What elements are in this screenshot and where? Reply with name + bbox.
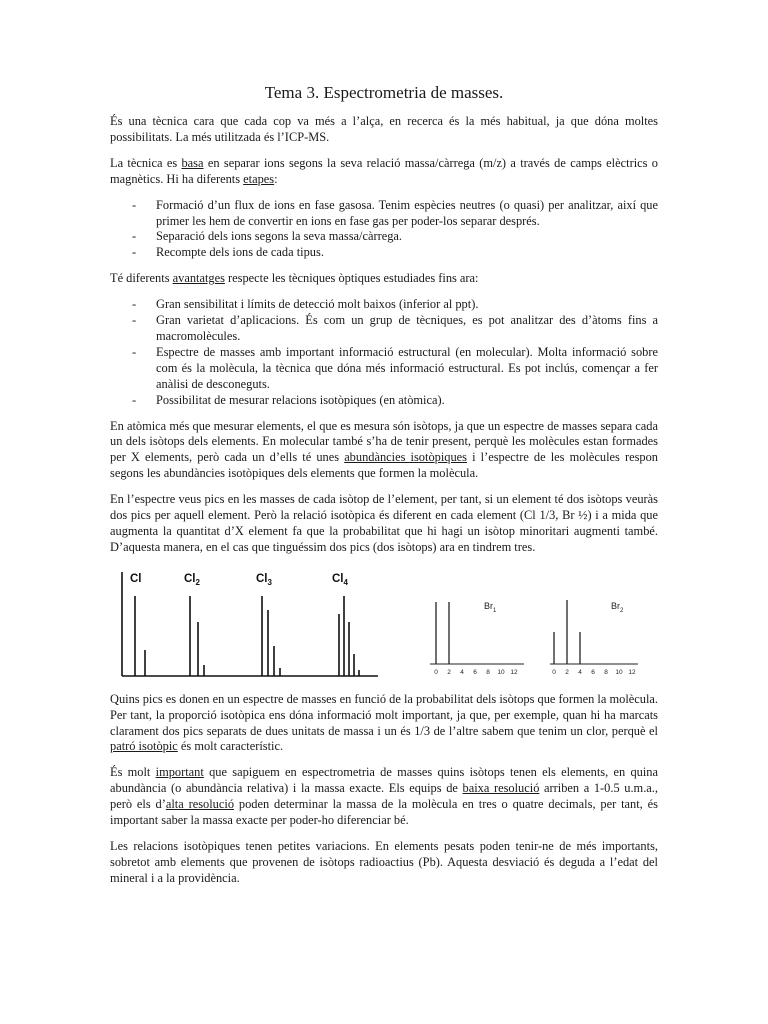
text-run: En atòmica més que mesurar elements, el que es mesura són isòtops, ja que un espectre de masses separa cada un dels isòtops dels elements. En molecular també s’ha de tenir present, perquè les molècules estan formades per X elements, però cada un d’ells té unes bbox=[110, 418, 658, 465]
text-run: La tècnica es bbox=[110, 155, 182, 170]
text-run: És molt bbox=[110, 765, 156, 780]
list-item: - Gran varietat d’aplicacions. És com un grup de tècniques, es pot analitzar des d’àtoms fins a macromolècules. bbox=[110, 313, 658, 345]
paragraph-technique bbox=[110, 156, 658, 188]
underlined-term: baixa resolució bbox=[462, 781, 540, 796]
text-run: Les relacions isotòpiques tenen petites variacions. En elements pesats poden tenir-ne de més importants, sobretot amb elements que provenen de isòtops radioactius (Pb). Aquesta desviació és deguda a l’edat del mineral i a la providència. bbox=[110, 839, 658, 885]
list-item: - Possibilitat de mesurar relacions isotòpiques (en atòmica). bbox=[110, 393, 658, 409]
tick-label: 2 bbox=[447, 668, 451, 676]
tick-label: 10 bbox=[615, 668, 623, 676]
chart-label-cl3: $Cl_3$ bbox=[256, 572, 272, 587]
underlined-term: important bbox=[155, 765, 204, 780]
isotope-spectra-figure bbox=[110, 566, 658, 688]
chart-label-br1: $Br_1$ bbox=[484, 600, 497, 614]
list-item: - Espectre de masses amb important informació estructural (en molecular). Molta informació sobre com és la molècula, la tècnica que dóna més informació estructural. Es pot inclús, començar a fer anàlisi de desconeguts. bbox=[110, 345, 658, 393]
document-body bbox=[110, 82, 658, 897]
tick-label: 8 bbox=[604, 668, 608, 676]
text-run: Quins pics es donen en un espectre de masses en funció de la probabilitat dels isòtops que formen la molècula. Per tant, la proporció isotòpica ens dóna informació molt important, ja que, per exemple, quan hi ha marcats clarament dos pics separats de dues unitats de massa i un és 1/3 de l’altre sabem que tenim un clor, perquè el bbox=[110, 691, 658, 738]
tick-label: 6 bbox=[591, 668, 595, 676]
text-run: arriben a 1-0.5 u.m.a., però els d’ bbox=[110, 781, 658, 812]
paragraph-resolution bbox=[110, 765, 658, 829]
text-run: respecte les tècniques òptiques estudiades fins ara: bbox=[224, 271, 479, 286]
tick-label: 4 bbox=[578, 668, 582, 676]
paragraph-isotopes bbox=[110, 419, 658, 483]
paragraph-isotopic-pattern bbox=[110, 692, 658, 756]
page-title: Tema 3. Espectrometria de masses. bbox=[264, 83, 504, 102]
list-item: - Gran sensibilitat i límits de detecció molt baixos (inferior al ppt). bbox=[110, 297, 658, 313]
tick-label: 12 bbox=[510, 668, 518, 676]
list-item: - Separació dels ions segons la seva massa/càrrega. bbox=[110, 229, 658, 245]
underlined-term: etapes bbox=[243, 171, 275, 186]
text-run: és molt característic. bbox=[177, 739, 284, 754]
text-run: Té diferents bbox=[110, 271, 173, 286]
paragraph-advantages-intro bbox=[110, 271, 658, 287]
tick-label: 0 bbox=[552, 668, 556, 676]
text-run: i l’espectre de les molècules respon segons les abundàncies isotòpiques dels elements que formen la molècula. bbox=[110, 450, 658, 481]
underlined-term: avantatges bbox=[172, 271, 225, 286]
text-run: en separar ions segons la seva relació massa/càrrega (m/z) a través de camps elèctrics o magnètics. Hi ha diferents bbox=[110, 155, 658, 186]
chart-label-cl: Cl bbox=[130, 572, 142, 585]
text-run: poden determinar la massa de la molècula en tres o quatre decimals, per tant, és important saber la massa exacte per poder-ho diferenciar bé. bbox=[110, 797, 658, 828]
list-item: - Formació d’un flux de ions en fase gasosa. Tenim espècies neutres (o quasi) per analitzar, així que primer les hem de convertir en ions en fase gas per poder-los separar després. bbox=[110, 198, 658, 230]
tick-label: 0 bbox=[434, 668, 438, 676]
tick-label: 8 bbox=[486, 668, 490, 676]
chart-label-br2: $Br_2$ bbox=[611, 600, 624, 614]
chart-label-cl2: $Cl_2$ bbox=[184, 572, 200, 587]
chart-label-cl4: $Cl_4$ bbox=[332, 572, 348, 587]
underlined-term: patró isotòpic bbox=[110, 739, 178, 754]
list-item: - Recompte dels ions de cada tipus. bbox=[110, 245, 658, 261]
tick-label: 4 bbox=[460, 668, 464, 676]
text-run: que sapiguem en espectrometria de masses quins isòtops tenen els elements, en quina abundància (o abundància relativa) i la massa exacte. Els equips de bbox=[110, 765, 658, 796]
paragraph-variations bbox=[110, 839, 658, 887]
text-run: En l’espectre veus pics en les masses de cada isòtop de l’element, per tant, si un element té dos isòtops veuràs dos pics per aquell element. Però la relació isotòpica és diferent en cada element (Cl 1/3, Br ½) i a mida que augmenta la quantitat d’X element fa que la probabilitat que hi hagi un isòtop minoritari augmenti també. D’aquesta manera, en el cas que tinguéssim dos pics (dos isòtops) ara en tindrem tres. bbox=[110, 492, 658, 554]
underlined-term: alta resolució bbox=[165, 797, 235, 812]
tick-label: 2 bbox=[565, 668, 569, 676]
text-run: : bbox=[274, 171, 278, 186]
paragraph-spectrum-peaks bbox=[110, 492, 658, 556]
underlined-term: abundàncies isotòpiques bbox=[344, 450, 467, 465]
underlined-term: basa bbox=[181, 155, 204, 170]
tick-label: 6 bbox=[473, 668, 477, 676]
stages-list bbox=[110, 198, 658, 262]
paragraph-intro-text: És una tècnica cara que cada cop va més a l’alça, en recerca és la més habitual, ja que dóna moltes possibilitats. La més utilitzada és l’ICP-MS. bbox=[110, 114, 658, 144]
chlorine-spectra bbox=[118, 566, 380, 688]
tick-label: 10 bbox=[497, 668, 505, 676]
bromine-spectra bbox=[426, 566, 658, 688]
paragraph-intro bbox=[110, 114, 658, 146]
tick-label: 12 bbox=[628, 668, 636, 676]
advantages-list bbox=[110, 297, 658, 408]
